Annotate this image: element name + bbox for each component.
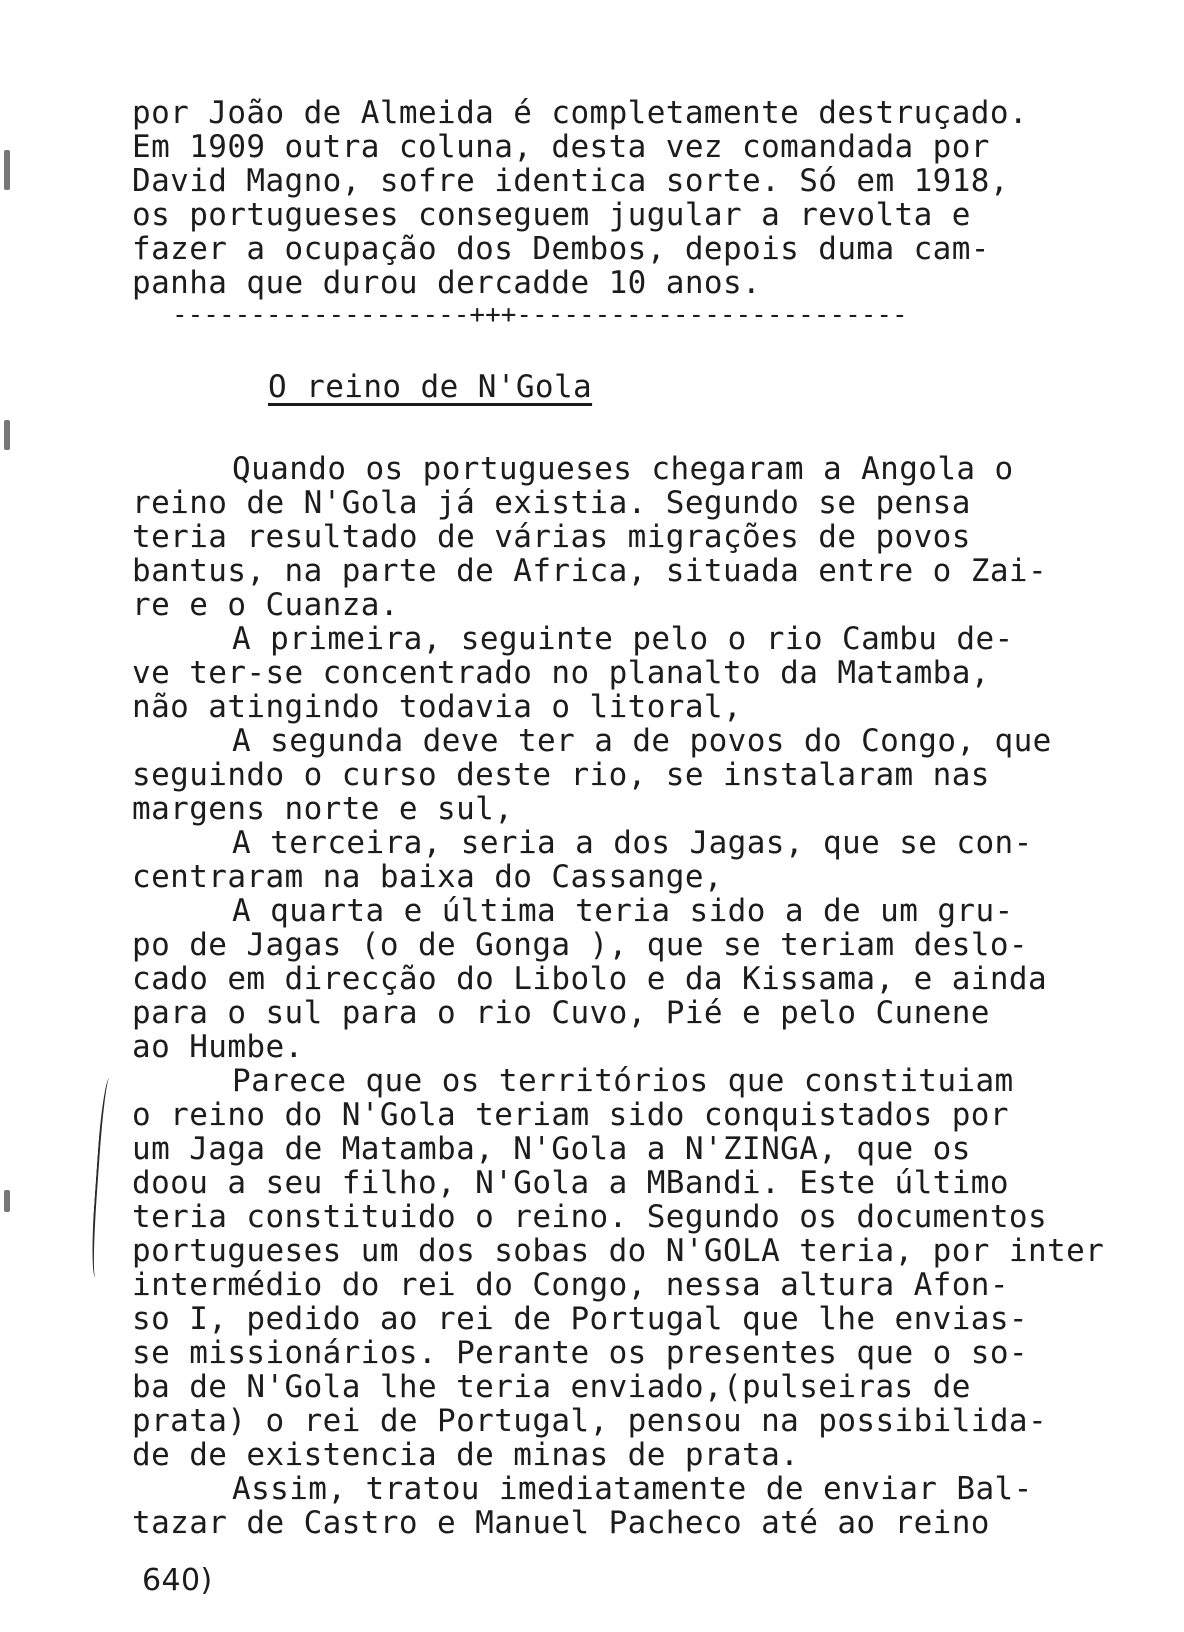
text-line: tazar de Castro e Manuel Pacheco até ao reino [132,1505,990,1541]
text-line: A primeira, seguinte pelo o rio Cambu de- [232,621,1014,657]
text-line: po de Jagas (o de Gonga ), que se teriam deslo- [132,927,1028,963]
text-line: teria constituido o reino. Segundo os documentos [132,1199,1048,1235]
text-line: reino de N'Gola já existia. Segundo se pensa [132,485,971,521]
text-line: portugueses um dos sobas do N'GOLA teria, por inter [132,1233,1105,1269]
text-line: margens norte e sul, [132,791,514,827]
text-line: o reino do N'Gola teriam sido conquistados por [132,1097,1009,1133]
text-line: os portugueses conseguem jugular a revolta e [132,197,971,233]
text-line: A segunda deve ter a de povos do Congo, que [232,723,1052,759]
text-line: um Jaga de Matamba, N'Gola a N'ZINGA, que os [132,1131,971,1167]
text-line: prata) o rei de Portugal, pensou na possibilida- [132,1403,1048,1439]
text-line: por João de Almeida é completamente destruçado. [132,95,1028,131]
text-line: doou a seu filho, N'Gola a MBandi. Este último [132,1165,1009,1201]
text-line: ve ter-se concentrado no planalto da Matamba, [132,655,990,691]
text-line: seguindo o curso deste rio, se instalaram nas [132,757,990,793]
text-line: teria resultado de várias migrações de povos [132,519,971,555]
text-line: fazer a ocupação dos Dembos, depois duma cam- [132,231,990,267]
scan-edge-mark [4,150,10,190]
text-line: re e o Cuanza. [132,587,399,623]
text-line: panha que durou dercadde 10 anos. [132,265,762,301]
scan-edge-mark [4,1190,10,1212]
section-title: O reino de N'Gola [268,369,593,405]
text-line: de de existencia de minas de prata. [132,1437,800,1473]
scan-edge-mark [4,420,10,450]
text-line: Em 1909 outra coluna, desta vez comandada por [132,129,990,165]
text-line: cado em direcção do Libolo e da Kissama, e ainda [132,961,1048,997]
text-line: ao Humbe. [132,1029,304,1065]
text-line: Quando os portugueses chegaram a Angola o [232,451,1014,487]
page-number: 640) [142,1563,213,1598]
section-separator: -------------------+++------------------------- [172,300,908,330]
text-line: A quarta e última teria sido a de um gru- [232,893,1014,929]
text-line: so I, pedido ao rei de Portugal que lhe envias- [132,1301,1028,1337]
text-line: ba de N'Gola lhe teria enviado,(pulseiras de [132,1369,971,1405]
text-line: A terceira, seria a dos Jagas, que se con- [232,825,1033,861]
text-line: para o sul para o rio Cuvo, Pié e pelo Cunene [132,995,990,1031]
text-line: intermédio do rei do Congo, nessa altura Afon- [132,1267,1009,1303]
text-line: centraram na baixa do Cassange, [132,859,723,895]
text-line: se missionários. Perante os presentes que o so- [132,1335,1028,1371]
text-line: David Magno, sofre identica sorte. Só em 1918, [132,163,1009,199]
text-line: não atingindo todavia o litoral, [132,689,743,725]
text-line: Assim, tratou imediatamente de enviar Bal- [232,1471,1033,1507]
text-line: Parece que os territórios que constituiam [232,1063,1014,1099]
margin-bracket-mark [89,1078,119,1279]
text-line: bantus, na parte de Africa, situada entre o Zai- [132,553,1048,589]
